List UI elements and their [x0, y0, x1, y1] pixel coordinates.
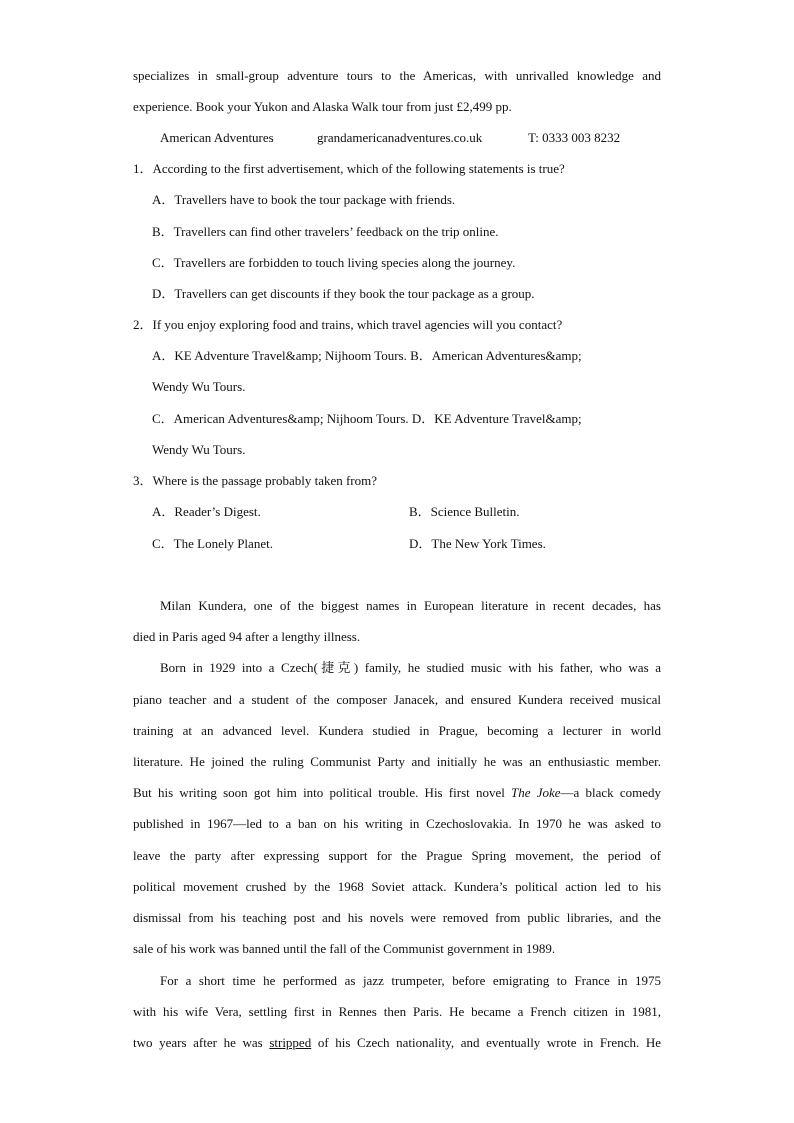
question-stem: 2．If you enjoy exploring food and trains, which travel agencies will you contact?: [133, 317, 563, 332]
passage-text: two years after he was: [133, 1035, 270, 1050]
answer-option: C．The Lonely Planet.: [152, 536, 273, 551]
answer-option: D．The New York Times.: [409, 536, 546, 551]
passage-line: piano teacher and a student of the composer Janacek, and ensured Kundera received musical: [133, 692, 661, 707]
passage-line: with his wife Vera, settling first in Rennes then Paris. He became a French citizen in 1981,: [133, 1004, 661, 1019]
answer-option-row: [152, 502, 661, 522]
novel-title: The Joke: [511, 785, 561, 800]
ad-text-line: specializes in small-group adventure tours to the Americas, with unrivalled knowledge and: [133, 68, 661, 83]
passage-text: But his writing soon got him into political trouble. His first novel: [133, 785, 512, 800]
passage-line: For a short time he performed as jazz trumpeter, before emigrating to France in 1975: [160, 973, 661, 988]
passage-line: literature. He joined the ruling Communist Party and initially he was an enthusiastic member.: [133, 754, 661, 769]
ad-text-line: experience. Book your Yukon and Alaska Walk tour from just £2,499 pp.: [133, 99, 512, 114]
passage-line: Milan Kundera, one of the biggest names in European literature in recent decades, has: [160, 598, 661, 613]
agency-phone: T: 0333 003 8232: [528, 130, 621, 145]
passage-line: political movement crushed by the 1968 Soviet attack. Kundera’s political action led to his: [133, 879, 661, 894]
passage-line: dismissal from his teaching post and his novels were removed from public libraries, and the: [133, 910, 661, 925]
passage-line: Born in 1929 into a Czech(捷克) family, he studied music with his father, who was a: [160, 660, 661, 675]
passage-line: died in Paris aged 94 after a lengthy illness.: [133, 629, 361, 644]
passage-line: training at an advanced level. Kundera studied in Prague, becoming a lecturer in world: [133, 723, 661, 738]
question-stem: 3．Where is the passage probably taken from?: [133, 473, 378, 488]
answer-option: C．American Adventures&amp; Nijhoom Tours. D．KE Adventure Travel&amp;: [152, 411, 582, 426]
agency-name: American Adventures: [160, 130, 274, 145]
answer-option: A．Reader’s Digest.: [152, 504, 261, 519]
answer-option: A．KE Adventure Travel&amp; Nijhoom Tours. B．American Adventures&amp;: [152, 348, 582, 363]
agency-website: grandamericanadventures.co.uk: [317, 130, 483, 145]
passage-line: leave the party after expressing support for the Prague Spring movement, the period of: [133, 848, 661, 863]
passage-line: [133, 783, 661, 803]
passage-line: [133, 1033, 661, 1053]
passage-line: sale of his work was banned until the fall of the Communist government in 1989.: [133, 941, 556, 956]
passage-text: —a black comedy: [560, 785, 661, 800]
passage-line: published in 1967—led to a ban on his writing in Czechoslovakia. In 1970 he was asked to: [133, 816, 661, 831]
underlined-word: stripped: [269, 1035, 312, 1050]
passage-text: of his Czech nationality, and eventually wrote in French. He: [311, 1035, 661, 1050]
answer-option: A．Travellers have to book the tour package with friends.: [152, 192, 456, 207]
question-stem: 1．According to the first advertisement, which of the following statements is true?: [133, 161, 565, 176]
answer-option-row: [152, 534, 661, 554]
ad-contact-line: [133, 128, 661, 148]
answer-option: D．Travellers can get discounts if they book the tour package as a group.: [152, 286, 535, 301]
answer-option: Wendy Wu Tours.: [152, 442, 246, 457]
answer-option: C．Travellers are forbidden to touch living species along the journey.: [152, 255, 516, 270]
answer-option: B．Science Bulletin.: [409, 504, 520, 519]
answer-option: Wendy Wu Tours.: [152, 379, 246, 394]
answer-option: B．Travellers can find other travelers’ feedback on the trip online.: [152, 224, 499, 239]
